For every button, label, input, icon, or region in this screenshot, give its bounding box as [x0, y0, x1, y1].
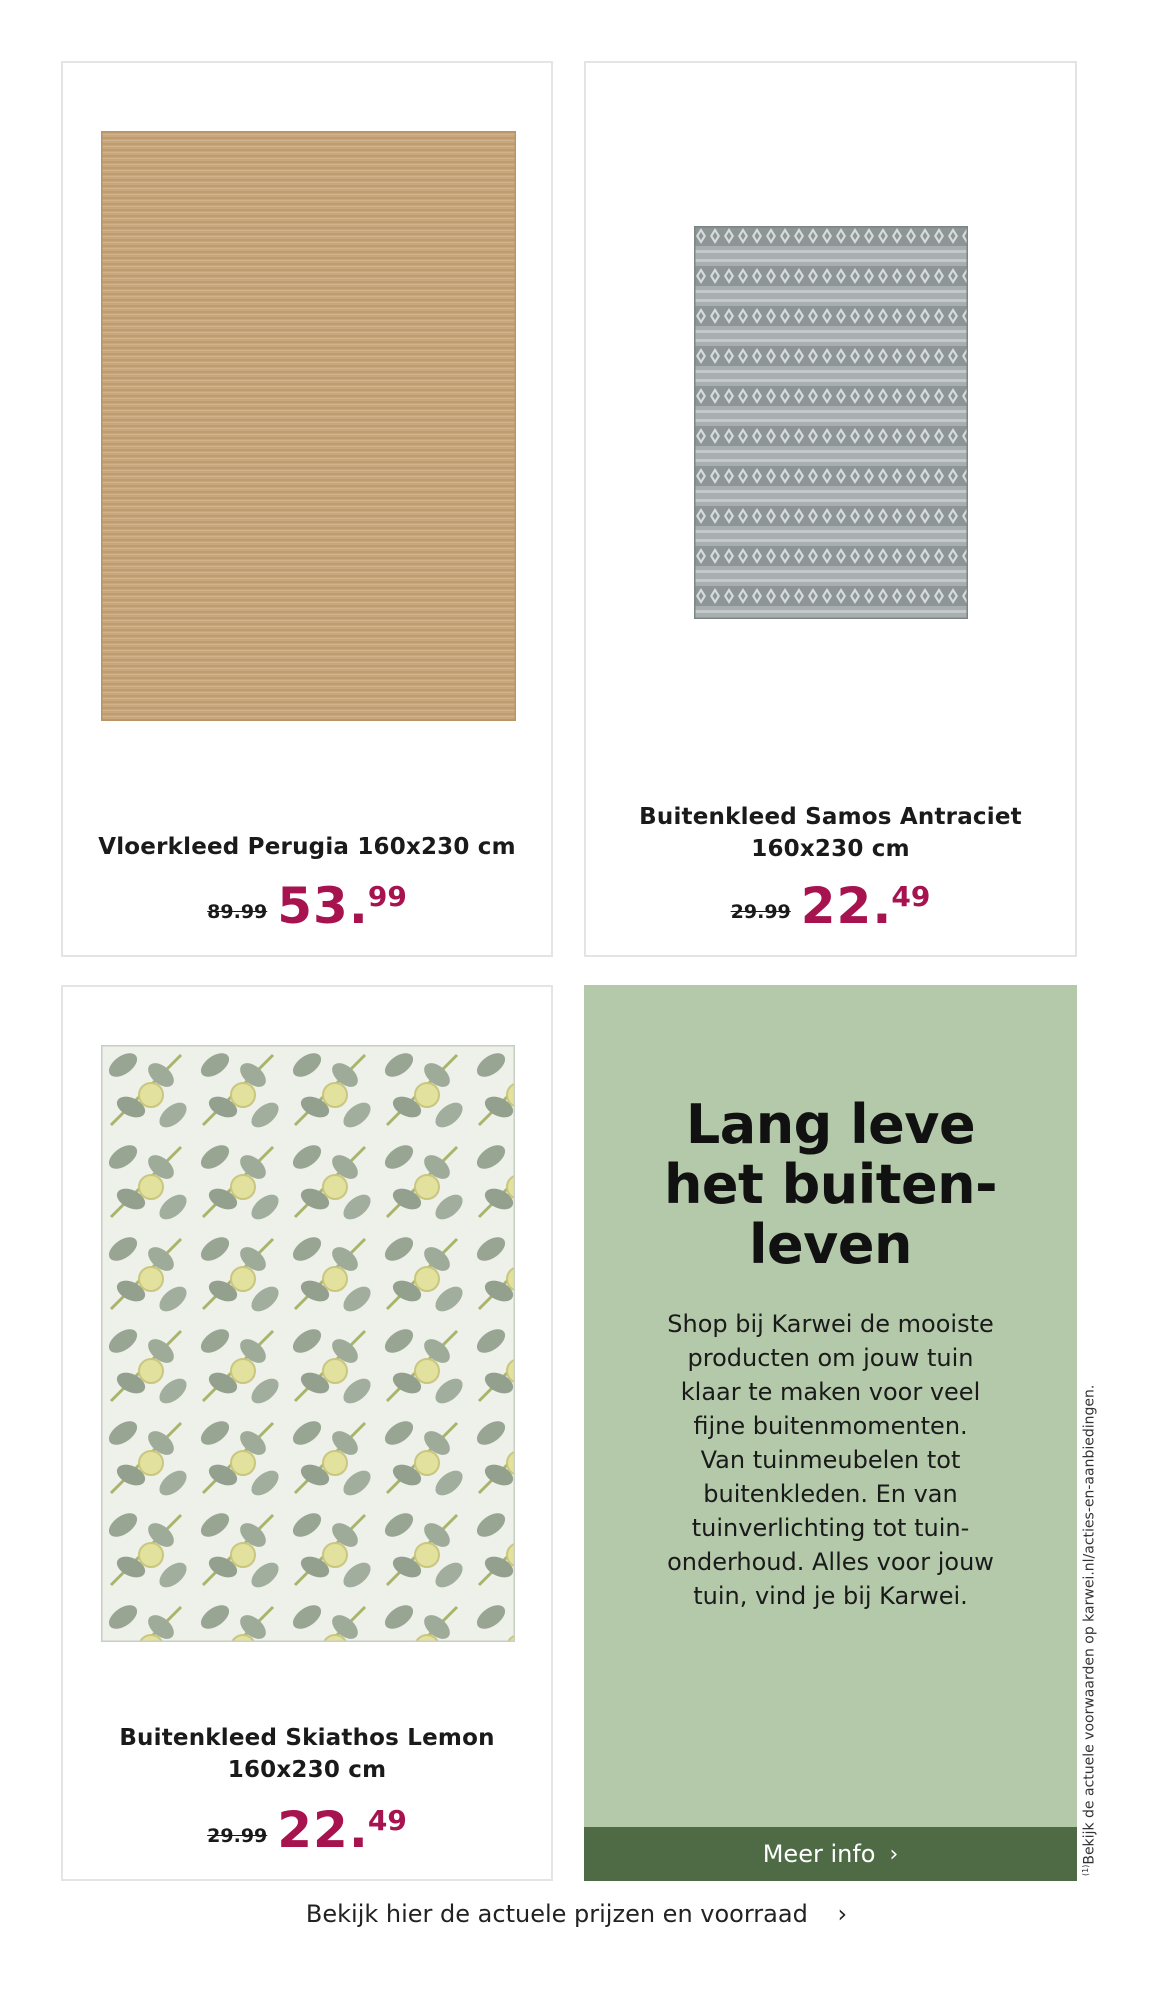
new-price-decimals: 49	[891, 880, 931, 913]
promo-title-line: Lang leve	[685, 1093, 976, 1156]
new-price-integer: 22	[277, 1801, 349, 1859]
promo-text-line: buitenkleden. En van	[703, 1480, 958, 1508]
promo-title	[584, 1095, 1077, 1275]
actuele-prijzen-link[interactable]	[0, 1900, 1153, 1928]
product-name	[606, 801, 1055, 865]
price-row	[63, 1801, 551, 1859]
promo-block	[584, 985, 1077, 1881]
product-image-perugia-rug	[101, 131, 516, 721]
promo-text-line: Shop bij Karwei de mooiste	[667, 1310, 994, 1338]
side-note	[1076, 1316, 1096, 1876]
old-price: 89.99	[207, 901, 268, 923]
promo-text-line: klaar te maken voor veel	[680, 1378, 981, 1406]
chevron-right-icon: ›	[889, 1841, 899, 1867]
promo-text	[644, 1307, 1017, 1613]
product-image-samos-rug	[694, 226, 968, 619]
product-image-skiathos-rug	[101, 1045, 515, 1642]
side-note-text: Bekijk de actuele voorwaarden op karwei.nl/acties-en-aanbiedingen.	[1081, 1384, 1098, 1865]
old-price: 29.99	[207, 1825, 268, 1847]
new-price-decimals: 99	[367, 880, 407, 913]
promo-text-line: onderhoud. Alles voor jouw	[667, 1548, 994, 1576]
product-card-samos[interactable]	[584, 61, 1077, 957]
new-price	[277, 1801, 407, 1859]
price-row	[63, 877, 551, 935]
new-price-integer: 22	[800, 877, 873, 935]
promo-text-line: fijne buitenmomenten.	[693, 1412, 968, 1440]
new-price-separator: .	[348, 877, 368, 935]
price-row	[586, 877, 1075, 935]
product-name-line: 160x230 cm	[227, 1757, 387, 1783]
product-card-skiathos[interactable]	[61, 985, 553, 1881]
old-price: 29.99	[730, 901, 791, 923]
promo-text-line: tuinverlichting tot tuin-	[691, 1514, 970, 1542]
chevron-right-icon: ›	[837, 1900, 848, 1928]
product-name: Vloerkleed Perugia 160x230 cm	[98, 834, 516, 860]
new-price-integer: 53	[277, 877, 349, 935]
new-price	[800, 877, 931, 935]
new-price-separator: .	[348, 1801, 368, 1859]
actuele-prijzen-label: Bekijk hier de actuele prijzen en voorraad	[305, 1900, 808, 1928]
meer-info-button[interactable]	[584, 1827, 1077, 1881]
new-price	[277, 877, 407, 935]
product-name	[83, 1722, 531, 1786]
product-name-line: Buitenkleed Samos Antraciet	[639, 804, 1022, 830]
promo-title-line: leven	[749, 1213, 912, 1276]
promo-text-line: producten om jouw tuin	[687, 1344, 974, 1372]
product-card-perugia[interactable]	[61, 61, 553, 957]
new-price-decimals: 49	[367, 1804, 407, 1837]
meer-info-label: Meer info	[762, 1840, 876, 1868]
footnote-marker: (1)	[1081, 1864, 1090, 1876]
new-price-separator: .	[872, 877, 892, 935]
promo-text-line: tuin, vind je bij Karwei.	[693, 1582, 968, 1610]
promo-text-line: Van tuinmeubelen tot	[700, 1446, 961, 1474]
promo-title-line: het buiten-	[663, 1153, 998, 1216]
product-name-line: Buitenkleed Skiathos Lemon	[119, 1725, 495, 1751]
product-name-line: 160x230 cm	[751, 836, 910, 862]
